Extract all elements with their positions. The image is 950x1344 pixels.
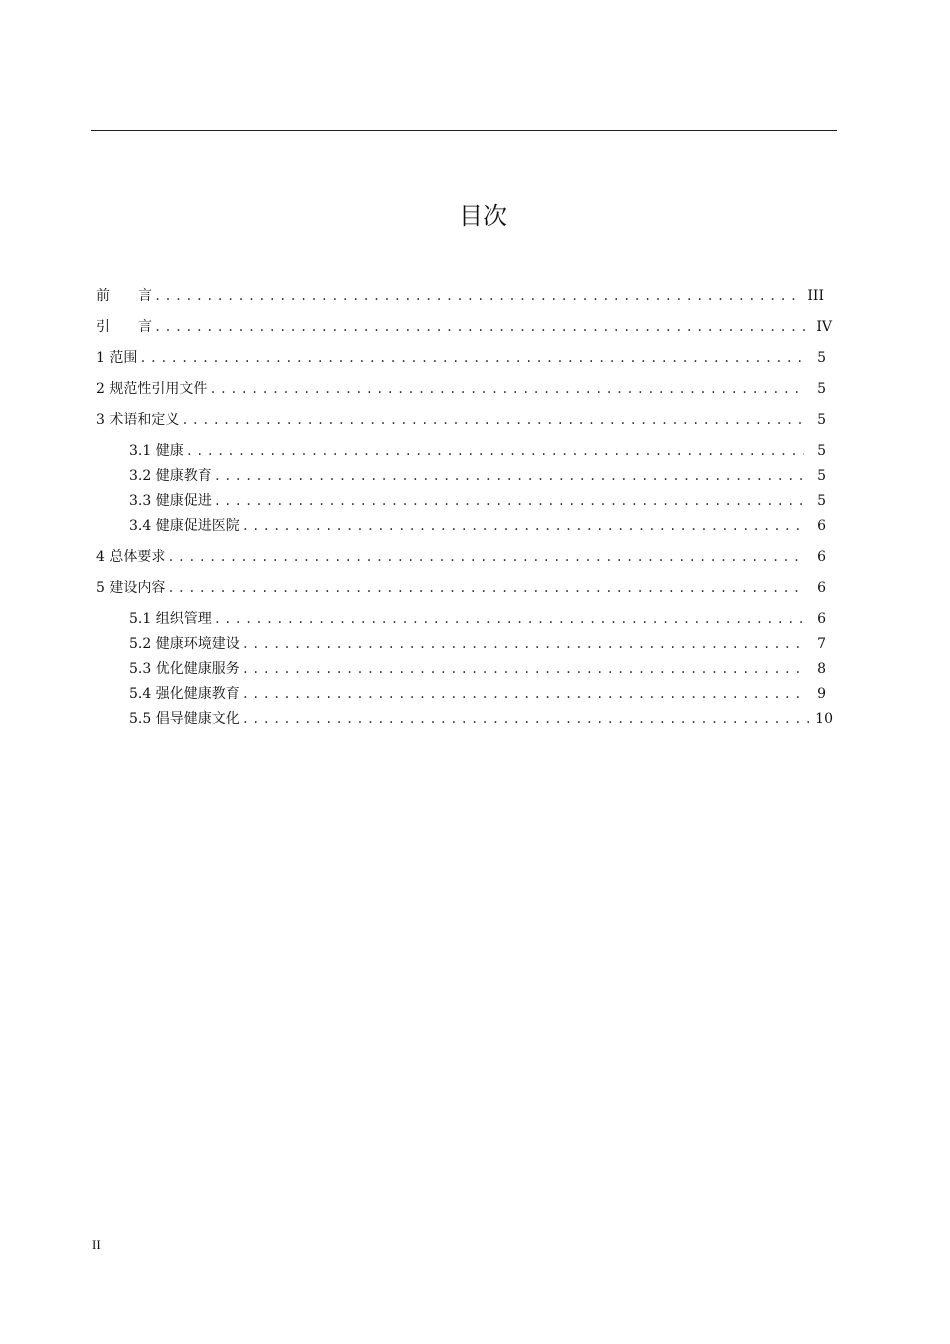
leader-dots: [186, 441, 804, 461]
toc-entry-foreword[interactable]: [96, 286, 824, 306]
toc-entry-label: 3.4 健康促进医院: [129, 518, 240, 534]
toc-entry-label: 5.4 强化健康教育: [129, 686, 240, 702]
toc-entry-page: IV: [816, 319, 832, 335]
toc-entry-page: 5: [817, 443, 826, 459]
toc-entry-label: 3 术语和定义: [96, 412, 180, 428]
toc-entry-4[interactable]: [96, 547, 826, 567]
toc-title-text: 目次: [459, 202, 507, 230]
toc-entry-page: 5: [817, 350, 826, 366]
leader-dots: [154, 286, 802, 306]
toc-entry-page: 6: [817, 611, 826, 627]
toc-entry-label: 3.1 健康: [129, 443, 184, 459]
toc-entry-5[interactable]: [96, 578, 826, 598]
toc-entry-page: 6: [817, 549, 826, 565]
toc-entry-page: 10: [815, 711, 833, 727]
leader-dots: [139, 348, 804, 368]
toc-entry-3-1[interactable]: [129, 441, 826, 461]
toc-entry-5-2[interactable]: [129, 634, 826, 654]
toc-entry-label: 5.3 优化健康服务: [129, 661, 240, 677]
toc-entry-5-4[interactable]: [129, 684, 826, 704]
toc-entry-label: 4 总体要求: [96, 549, 166, 565]
leader-dots: [154, 317, 810, 337]
toc-entry-3-2[interactable]: [129, 466, 826, 486]
toc-entry-label: 5.5 倡导健康文化: [129, 711, 240, 727]
header-rule: [91, 130, 837, 131]
toc-entry-label: 5 建设内容: [96, 580, 166, 596]
toc-entry-3[interactable]: [96, 410, 826, 430]
leader-dots: [242, 516, 804, 536]
leader-dots: [214, 491, 804, 511]
leader-dots: [242, 634, 804, 654]
toc-entry-page: 5: [817, 468, 826, 484]
toc-entry-3-4[interactable]: [129, 516, 826, 536]
toc-entry-5-1[interactable]: [129, 609, 826, 629]
toc-entry-label: 前 言: [96, 288, 152, 304]
leader-dots: [181, 410, 804, 430]
toc-entry-label: 2 规范性引用文件: [96, 381, 208, 397]
toc-entry-label: 引 言: [96, 319, 152, 335]
toc-entry-label: 3.2 健康教育: [129, 468, 212, 484]
leader-dots: [242, 659, 804, 679]
toc-entry-5-3[interactable]: [129, 659, 826, 679]
toc-entry-5-5[interactable]: [129, 709, 833, 729]
toc-entry-label: 1 范围: [96, 350, 138, 366]
leader-dots: [242, 684, 804, 704]
leader-dots: [242, 709, 811, 729]
toc-entry-page: 6: [817, 518, 826, 534]
leader-dots: [167, 578, 804, 598]
leader-dots: [214, 466, 804, 486]
toc-entry-introduction[interactable]: [96, 317, 832, 337]
toc-entry-page: 6: [817, 580, 826, 596]
toc-entry-label: 5.2 健康环境建设: [129, 636, 240, 652]
toc-entry-page: 5: [817, 381, 826, 397]
toc-entry-3-3[interactable]: [129, 491, 826, 511]
toc-title: [0, 196, 950, 231]
toc-entry-page: 5: [817, 412, 826, 428]
toc-entry-label: 3.3 健康促进: [129, 493, 212, 509]
toc-entry-page: 8: [817, 661, 826, 677]
toc-entry-label: 5.1 组织管理: [129, 611, 212, 627]
toc-entry-page: 5: [817, 493, 826, 509]
toc-entry-page: III: [807, 288, 824, 304]
footer-page-number: II: [92, 1237, 101, 1252]
toc-entry-page: 9: [817, 686, 826, 702]
leader-dots: [209, 379, 804, 399]
toc-entry-2[interactable]: [96, 379, 826, 399]
leader-dots: [214, 609, 804, 629]
toc-entry-page: 7: [817, 636, 826, 652]
toc-entry-1[interactable]: [96, 348, 826, 368]
leader-dots: [167, 547, 804, 567]
